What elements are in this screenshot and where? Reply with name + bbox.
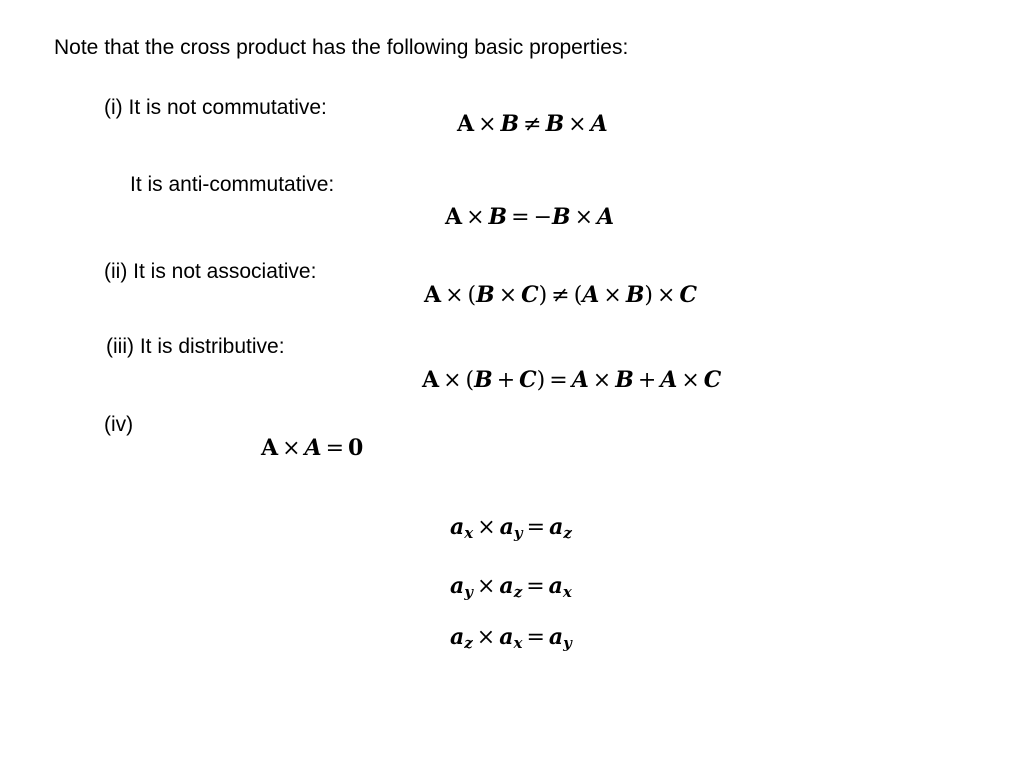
equation-ay-cross-az: $a_y \times a_z = a_x$ — [450, 573, 572, 601]
intro-text: Note that the cross product has the following basic properties: — [54, 36, 629, 59]
equation-distributive: A × (B + C) = A × B + A × C — [422, 367, 722, 393]
equation-az-cross-ax: $a_z \times a_x = a_y$ — [450, 624, 572, 652]
property-ii-label: (ii) It is not associative: — [104, 260, 317, 283]
anti-commutative-label: It is anti-commutative: — [130, 173, 335, 196]
property-iii-label: (iii) It is distributive: — [106, 335, 285, 358]
equation-ax-cross-ay: $a_x \times a_y = a_z$ — [450, 514, 572, 542]
equation-self-cross: A × A = 0 — [261, 435, 364, 461]
equation-not-commutative: A × B ≠ B × A — [457, 111, 608, 137]
property-i-label: (i) It is not commutative: — [104, 96, 327, 119]
equation-not-associative: A × (B × C) ≠ (A × B) × C — [424, 282, 697, 308]
property-iv-label: (iv) — [104, 413, 134, 436]
equation-anti-commutative: A × B = −B × A — [445, 204, 615, 230]
